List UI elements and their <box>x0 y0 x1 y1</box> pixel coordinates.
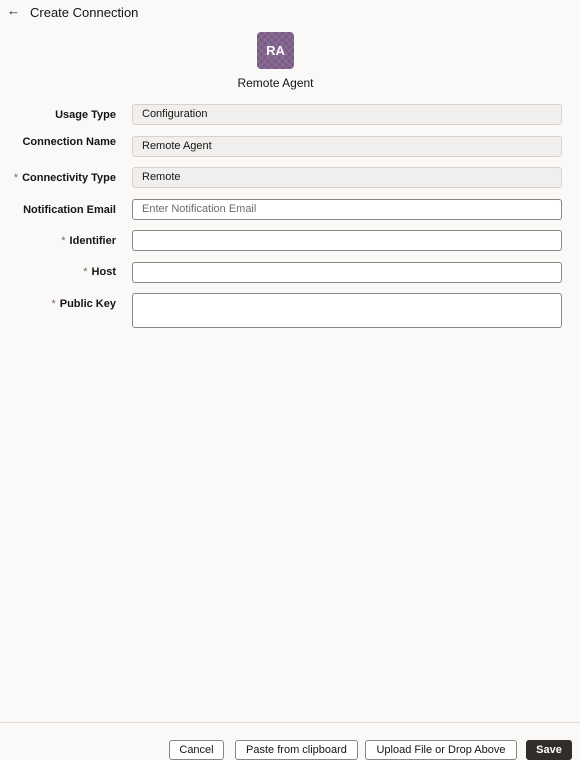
host-label: * Host <box>83 266 116 278</box>
notification-email-label: Notification Email <box>23 204 116 216</box>
connection-name-value: Remote Agent <box>142 140 212 152</box>
cancel-button[interactable]: Cancel <box>169 740 224 760</box>
upload-file-button[interactable]: Upload File or Drop Above <box>365 740 517 760</box>
agent-avatar: RA <box>257 32 294 69</box>
required-mark: * <box>13 172 19 184</box>
required-mark: * <box>51 298 56 310</box>
connection-name-field <box>132 136 562 157</box>
host-input[interactable] <box>132 262 562 283</box>
required-mark: * <box>61 235 66 247</box>
required-mark: * <box>83 266 88 278</box>
footer-divider <box>0 722 580 723</box>
identifier-label: * Identifier <box>61 235 116 247</box>
connection-name-label: Connection Name <box>22 136 116 148</box>
usage-type-field <box>132 104 562 125</box>
identifier-input[interactable] <box>132 230 562 251</box>
usage-type-label: Usage Type <box>55 109 116 121</box>
paste-from-clipboard-button[interactable]: Paste from clipboard <box>235 740 358 760</box>
public-key-label: * Public Key <box>51 298 116 310</box>
connectivity-type-field <box>132 167 562 188</box>
notification-email-placeholder: Enter Notification Email <box>142 203 257 215</box>
connectivity-type-value: Remote <box>142 171 181 183</box>
page-header <box>0 0 580 24</box>
save-button[interactable]: Save <box>526 740 572 760</box>
notification-email-input[interactable] <box>132 199 562 220</box>
usage-type-value: Configuration <box>142 108 208 120</box>
arrow-left-icon[interactable]: ← <box>7 3 20 18</box>
agent-name: Remote Agent <box>237 76 314 90</box>
page-title: Create Connection <box>30 5 139 20</box>
public-key-textarea[interactable] <box>132 293 562 328</box>
connectivity-type-label: * Connectivity Type <box>13 172 116 184</box>
